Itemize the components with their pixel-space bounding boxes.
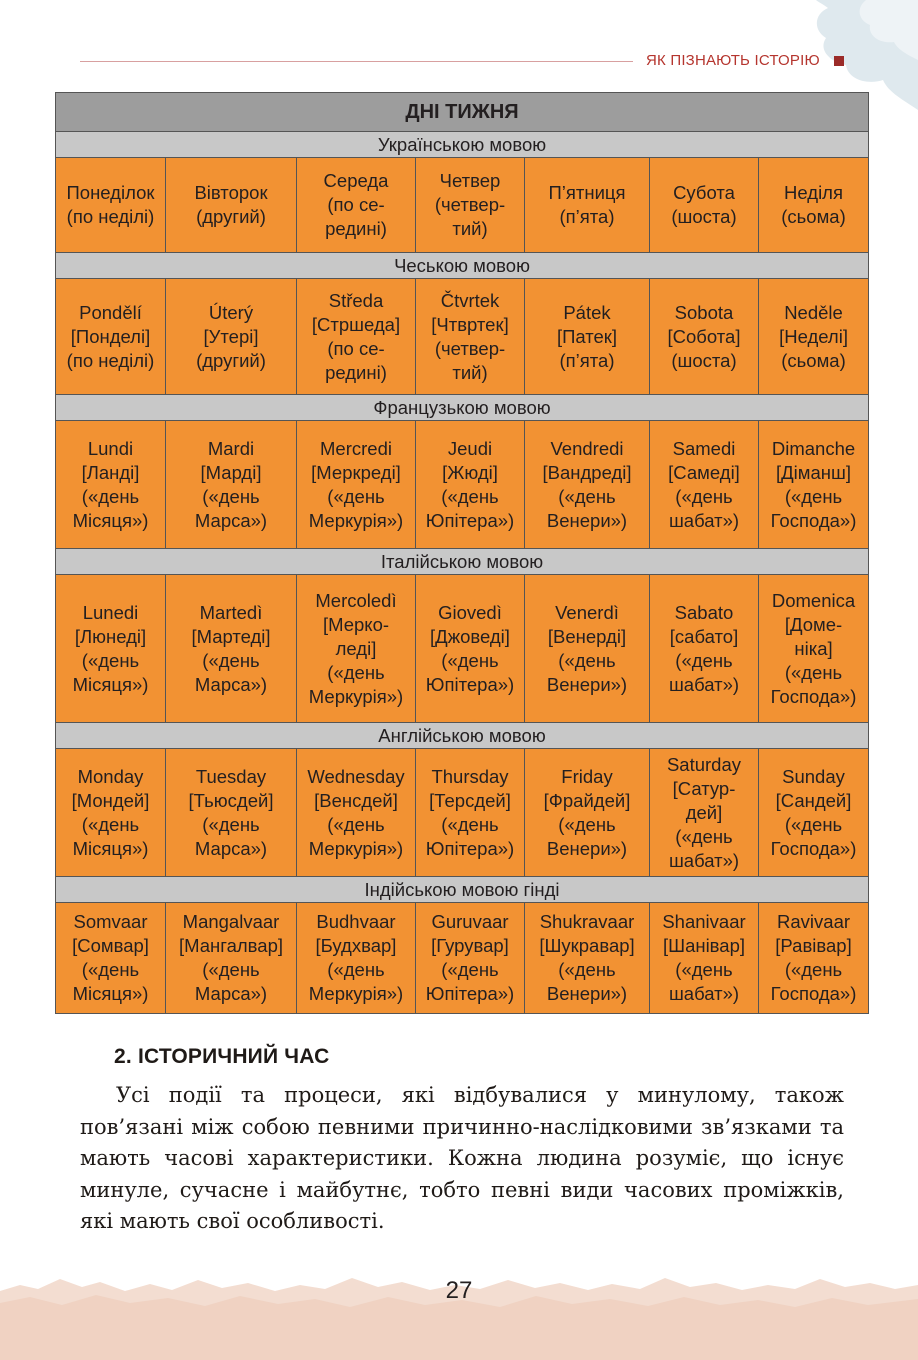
day-cell: Середа (по се- редині) bbox=[297, 158, 416, 253]
day-cell: Sobota [Собота] (шоста) bbox=[650, 279, 759, 395]
day-cell: Sunday [Сандей] («день Господа») bbox=[759, 749, 869, 877]
language-row: Італійською мовою bbox=[56, 549, 869, 575]
day-cell: Samedi [Самеді] («день шабат») bbox=[650, 421, 759, 549]
body-paragraph: Усі події та процеси, які відбувалися у минулому, також пов’язані між собою певними причинно-наслідковими зв’язками та мають часові характеристики. Кожна людина розуміє, що існує минуле, сучасне і майбутнє, тобто певні види часових проміжків, які мають свої особливості. bbox=[80, 1083, 844, 1233]
header-rule bbox=[80, 61, 633, 62]
day-cell: Neděle [Неделі] (сьома) bbox=[759, 279, 869, 395]
language-row: Українською мовою bbox=[56, 132, 869, 158]
day-cell: Sabato [сабато] («день шабат») bbox=[650, 575, 759, 723]
language-row: Англійською мовою bbox=[56, 723, 869, 749]
day-cell: Tuesday [Тьюсдей] («день Марса») bbox=[166, 749, 297, 877]
day-cell: Somvaar [Сомвар] («день Місяця») bbox=[56, 903, 166, 1014]
day-cell: Vendredi [Вандреді] («день Венери») bbox=[525, 421, 650, 549]
day-cell: Субота (шоста) bbox=[650, 158, 759, 253]
day-cell: Mardi [Марді] («день Марса») bbox=[166, 421, 297, 549]
day-cell: Středa [Стршеда] (по се- редині) bbox=[297, 279, 416, 395]
page-number: 27 bbox=[445, 1277, 473, 1304]
day-cell: Неділя (сьома) bbox=[759, 158, 869, 253]
day-cell: Lundi [Ланді] («день Місяця») bbox=[56, 421, 166, 549]
day-cell: Mercoledì [Мерко- леді] («день Меркурія») bbox=[297, 575, 416, 723]
day-cell: Guruvaar [Гурувар] («день Юпітера») bbox=[416, 903, 525, 1014]
day-cell: Dimanche [Діманш] («день Господа») bbox=[759, 421, 869, 549]
day-cell: Friday [Фрайдей] («день Венери») bbox=[525, 749, 650, 877]
day-cell: Monday [Мондей] («день Місяця») bbox=[56, 749, 166, 877]
day-cell: Shanivaar [Шанівар] («день шабат») bbox=[650, 903, 759, 1014]
day-cell: Thursday [Терсдей] («день Юпітера») bbox=[416, 749, 525, 877]
day-cell: Úterý [Утері] (другий) bbox=[166, 279, 297, 395]
day-cell: Pátek [Патек] (п’ята) bbox=[525, 279, 650, 395]
days-of-week-table bbox=[55, 92, 869, 1014]
language-row: Французькою мовою bbox=[56, 395, 869, 421]
day-cell: Ravivaar [Равівар] («день Господа») bbox=[759, 903, 869, 1014]
day-cell: Четвер (четвер- тий) bbox=[416, 158, 525, 253]
day-cell: Wednesday [Венсдей] («день Меркурія») bbox=[297, 749, 416, 877]
day-cell: Čtvrtek [Чтвртек] (четвер- тий) bbox=[416, 279, 525, 395]
day-cell: Понеділок (по неділі) bbox=[56, 158, 166, 253]
running-title: ЯК ПІЗНАЮТЬ ІСТОРІЮ bbox=[646, 52, 820, 69]
day-cell: Venerdì [Венерді] («день Венери») bbox=[525, 575, 650, 723]
language-row: Чеською мовою bbox=[56, 253, 869, 279]
day-cell: Вівторок (другий) bbox=[166, 158, 297, 253]
day-cell: Martedì [Мартеді] («день Марса») bbox=[166, 575, 297, 723]
day-cell: Domenica [Доме- ніка] («день Господа») bbox=[759, 575, 869, 723]
day-cell: Shukravaar [Шукравар] («день Венери») bbox=[525, 903, 650, 1014]
table-title: ДНІ ТИЖНЯ bbox=[56, 93, 869, 132]
day-cell: П’ятниця (п’ята) bbox=[525, 158, 650, 253]
day-cell: Saturday [Сатур- дей] («день шабат») bbox=[650, 749, 759, 877]
section-heading: 2. ІСТОРИЧНИЙ ЧАС bbox=[114, 1045, 330, 1068]
day-cell: Lunedi [Люнеді] («день Місяця») bbox=[56, 575, 166, 723]
day-cell: Budhvaar [Будхвар] («день Меркурія») bbox=[297, 903, 416, 1014]
header-square-marker bbox=[834, 56, 844, 66]
day-cell: Mercredi [Меркреді] («день Меркурія») bbox=[297, 421, 416, 549]
day-cell: Giovedì [Джоведі] («день Юпітера») bbox=[416, 575, 525, 723]
day-cell: Mangalvaar [Мангалвар] («день Марса») bbox=[166, 903, 297, 1014]
language-row: Індійською мовою гінді bbox=[56, 877, 869, 903]
day-cell: Pondělí [Понделі] (по неділі) bbox=[56, 279, 166, 395]
day-cell: Jeudi [Жюді] («день Юпітера») bbox=[416, 421, 525, 549]
